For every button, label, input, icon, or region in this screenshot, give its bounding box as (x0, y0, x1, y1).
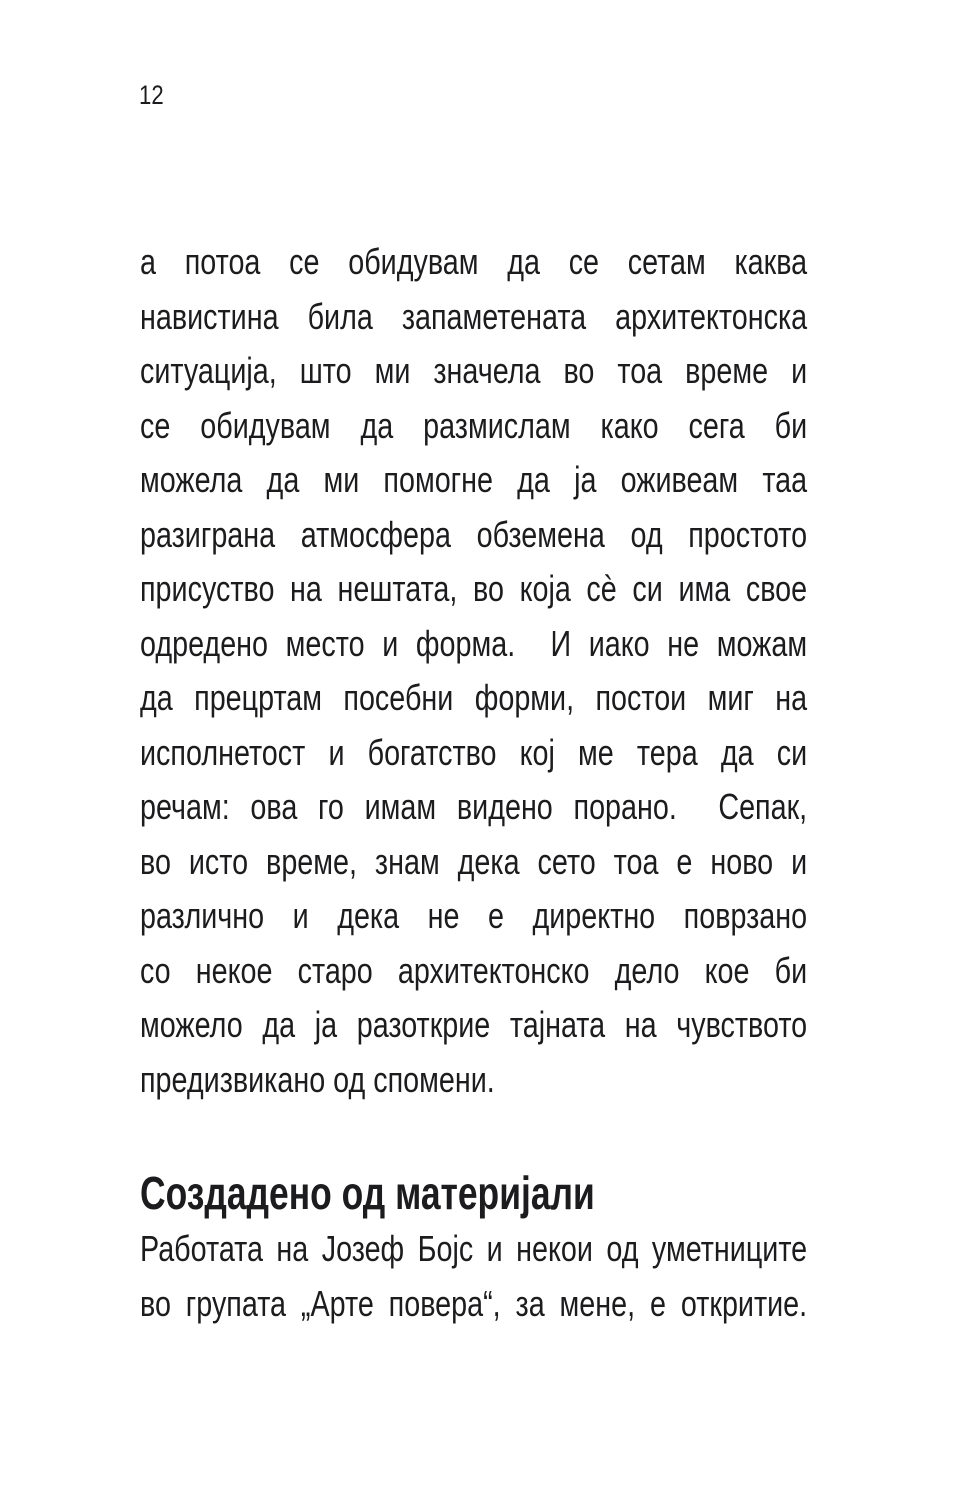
text-line: можело да ја разоткрие тајната на чувството (140, 1004, 808, 1045)
section-heading: Создадено од материјали (140, 1167, 595, 1219)
text-line: во групата „Арте повера“, за мене, е откритие. (140, 1283, 808, 1324)
text-line: речам: ова го имам видено порано. Сепак, (140, 786, 808, 827)
text-line: одредено место и форма. И иако не можам (140, 622, 808, 664)
text-line: Работата на Јозеф Бојс и некои од уметниците (140, 1228, 808, 1269)
text-line: ситуација, што ми значела во тоа време и (140, 350, 808, 391)
text-line: да прецртам посебни форми, постои миг на (140, 677, 808, 718)
page-number: 12 (139, 80, 164, 110)
text-line: можела да ми помогне да ја оживеам таа (140, 459, 808, 500)
text-line: предизвикано од спомени. (140, 1058, 495, 1100)
text-line: а потоа се обидувам да се сетам каква (140, 241, 808, 282)
text-line: различно и дека не е директно поврзано (140, 895, 808, 936)
text-line: навистина била запаметената архитектонска (140, 295, 808, 337)
text-line: со некое старо архитектонско дело кое би (140, 949, 808, 991)
main-paragraph (140, 235, 807, 1107)
text-line: разиграна атмосфера обземена од простото (140, 513, 808, 555)
section-paragraph (140, 1221, 807, 1331)
text-line: се обидувам да размислам како сега би (140, 404, 808, 446)
text-line: присуство на нештата, во која сѐ си има свое (140, 568, 808, 609)
text-line: исполнетост и богатство кој ме тера да си (140, 731, 808, 773)
text-line: во исто време, знам дека сето тоа е ново и (140, 840, 808, 882)
